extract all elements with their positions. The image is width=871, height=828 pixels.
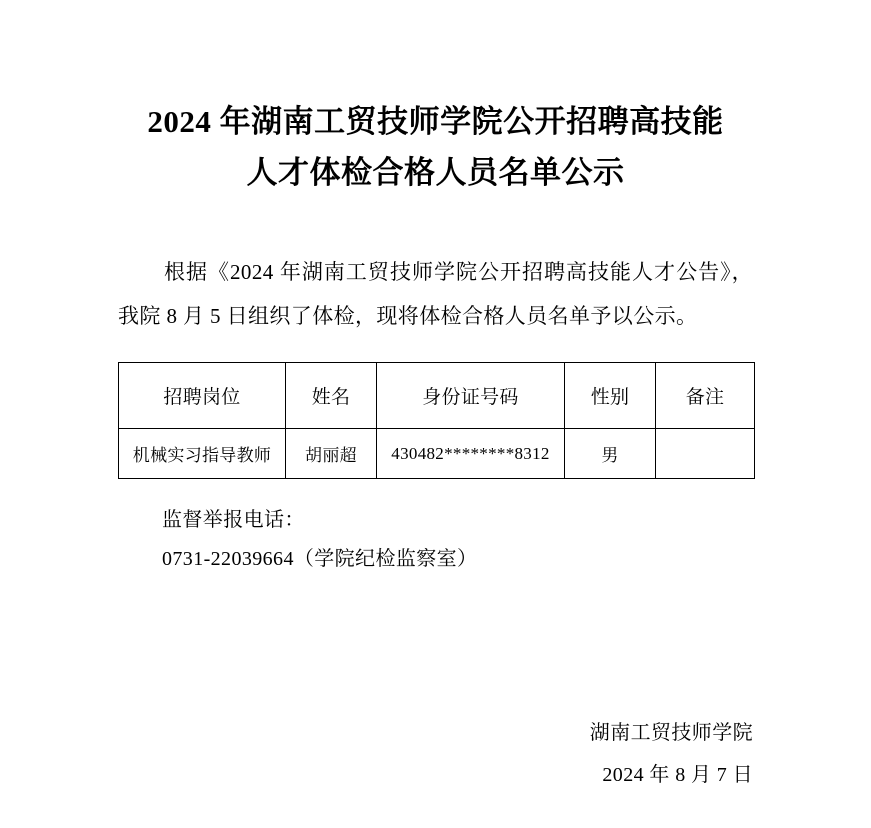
qualified-candidates-table <box>118 362 755 479</box>
column-header-gender: 性别 <box>565 363 656 429</box>
page-title-line-1: 2024 年湖南工贸技师学院公开招聘高技能 <box>147 104 724 139</box>
column-header-name: 姓名 <box>286 363 377 429</box>
column-header-id-number: 身份证号码 <box>377 363 565 429</box>
column-header-position: 招聘岗位 <box>119 363 286 429</box>
table-body <box>119 429 755 479</box>
supervision-contact-value: 0731-22039664（学院纪检监察室） <box>162 548 478 571</box>
page-title-line-2: 人才体检合格人员名单公示 <box>246 155 625 191</box>
table-container <box>118 362 753 479</box>
table-row <box>119 429 755 479</box>
cell-id-number: 430482********8312 <box>377 429 565 479</box>
signature-date: 2024 年 8 月 7 日 <box>602 764 753 786</box>
cell-remarks <box>656 429 755 479</box>
column-header-remarks: 备注 <box>656 363 755 429</box>
supervision-contact <box>118 479 753 579</box>
cell-gender: 男 <box>565 429 656 479</box>
table-header <box>119 363 755 429</box>
cell-position: 机械实习指导教师 <box>119 429 286 479</box>
cell-name: 胡丽超 <box>286 429 377 479</box>
supervision-contact-label: 监督举报电话： <box>162 509 305 532</box>
signature-block <box>590 712 753 796</box>
signature-organization: 湖南工贸技师学院 <box>589 722 753 744</box>
table-header-row <box>119 363 755 429</box>
page-title <box>118 0 753 198</box>
announcement-paragraph: 根据《2024 年湖南工贸技师学院公开招聘高技能人才公告》，我院 8 月 5 日组织了体检，现将体检合格人员名单予以公示。 <box>118 260 753 329</box>
